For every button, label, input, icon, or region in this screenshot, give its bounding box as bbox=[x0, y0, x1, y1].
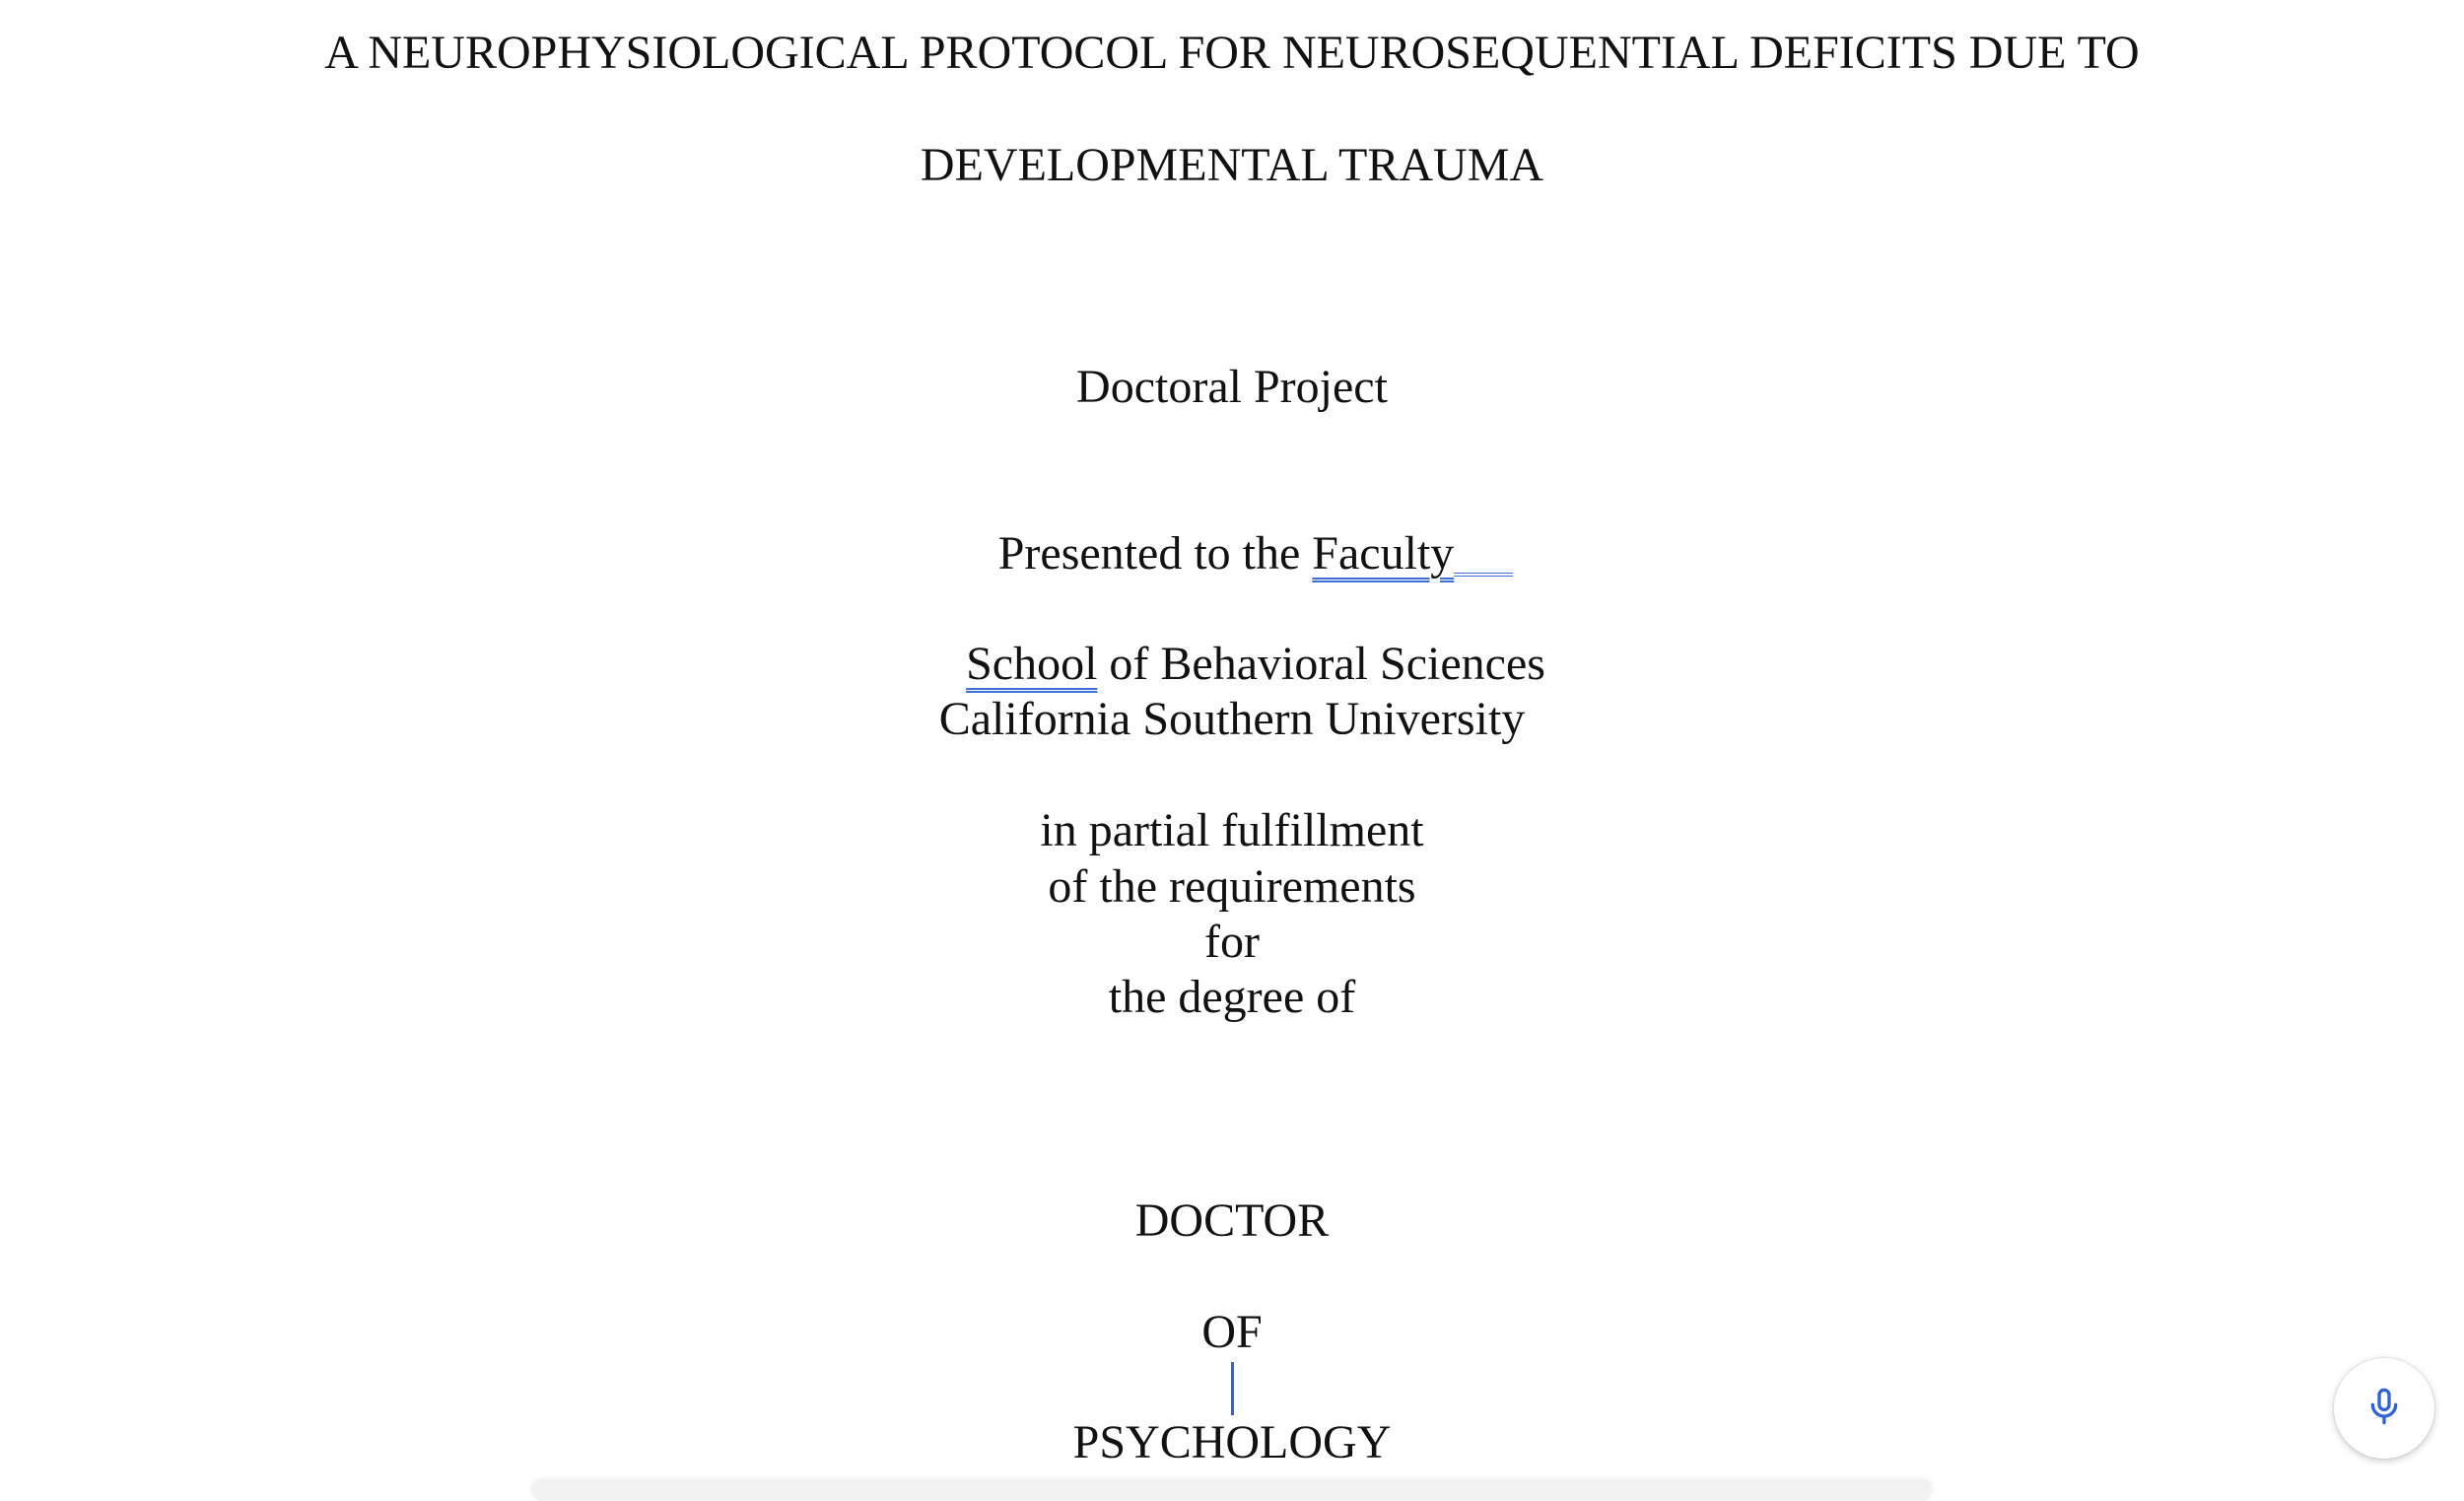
university-name: California Southern University bbox=[938, 693, 1526, 745]
presented-prefix: Presented to the bbox=[997, 527, 1313, 580]
text-cursor bbox=[1231, 1362, 1234, 1415]
degree-line-2: OF bbox=[1201, 1306, 1263, 1358]
title-line-1: A NEUROPHYSIOLOGICAL PROTOCOL FOR NEUROSEQUENTIAL DEFICITS DUE TO bbox=[324, 27, 2140, 79]
spelling-marker bbox=[1454, 572, 1513, 577]
voice-input-button[interactable] bbox=[2334, 1358, 2434, 1459]
microphone-icon bbox=[2364, 1387, 2404, 1431]
title-line-2: DEVELOPMENTAL TRAUMA bbox=[920, 139, 1544, 191]
bottom-toolbar-edge bbox=[532, 1481, 1932, 1501]
degree-line-3: PSYCHOLOGY bbox=[1072, 1416, 1392, 1468]
fulfillment-line-1: in partial fulfillment bbox=[1040, 804, 1424, 856]
fulfillment-line-3: for bbox=[1204, 916, 1260, 968]
school-word[interactable]: School bbox=[966, 638, 1098, 690]
fulfillment-line-4: the degree of bbox=[1108, 971, 1356, 1023]
faculty-word[interactable]: Faculty bbox=[1312, 527, 1455, 580]
fulfillment-line-2: of the requirements bbox=[1048, 860, 1416, 913]
degree-line-1: DOCTOR bbox=[1134, 1194, 1330, 1247]
project-type: Doctoral Project bbox=[1076, 361, 1388, 413]
school-rest: of Behavioral Sciences bbox=[1097, 638, 1545, 690]
